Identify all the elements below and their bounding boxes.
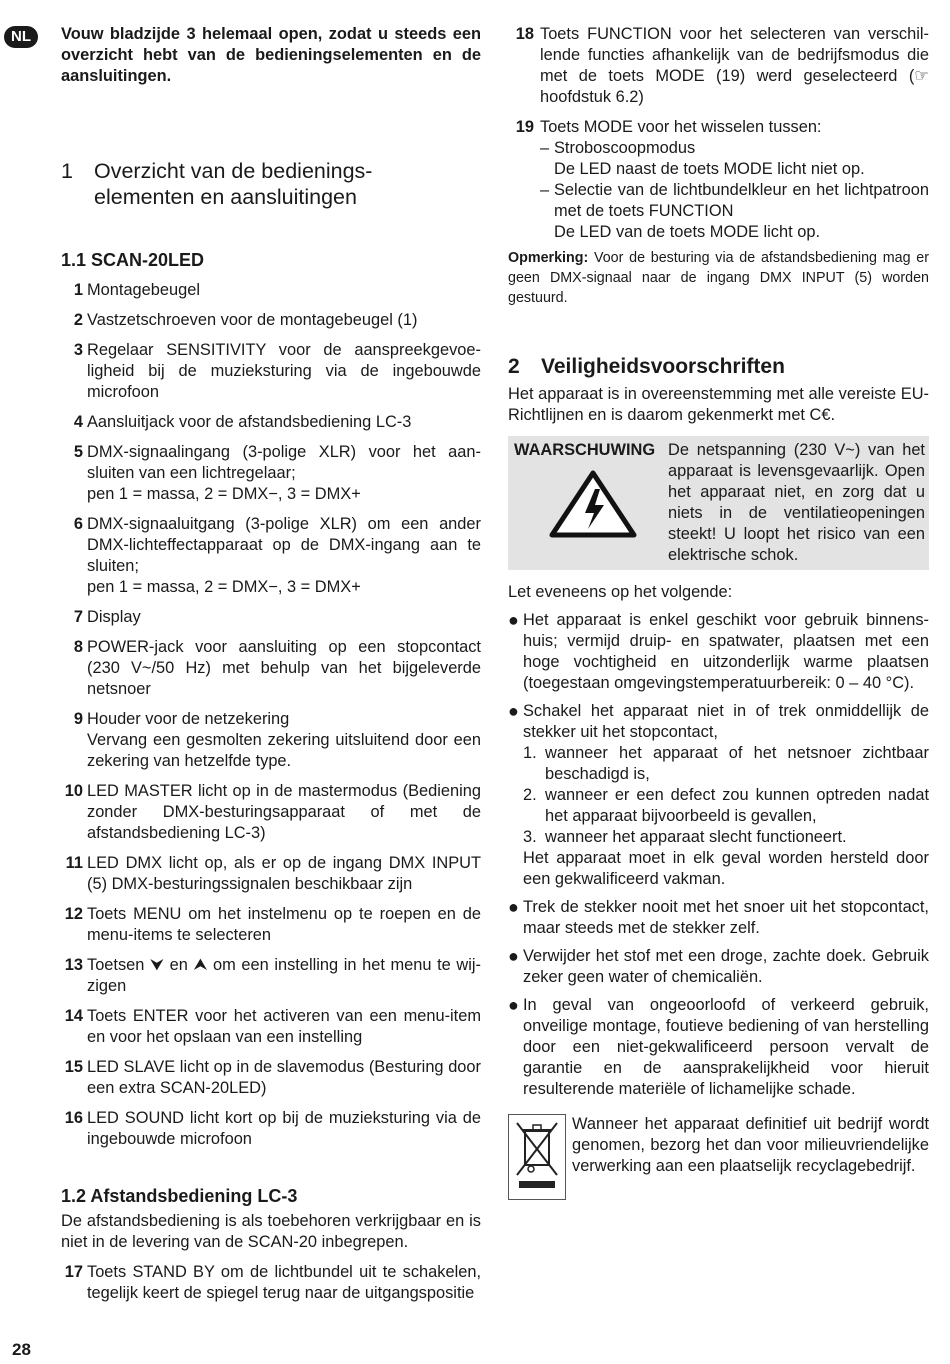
- warning-text: De netspanning (230 V~) van het apparaat is levensgevaarlijk. Open het apparaat niet, en zorg dat u niets in de ventilatieopeningen steekt! U loopt het risico van een elektrische schok.: [668, 441, 925, 564]
- intro-text: Vouw bladzijde 3 helemaal open, zodat u steeds een overzicht hebt van de bedieningselementen en de aansluitingen.: [61, 25, 481, 85]
- item-body: [83, 1057, 481, 1099]
- bullet-text: Schakel het apparaat niet in of trek onmiddellijk de stekker uit het stopcontact,: [523, 702, 929, 741]
- item-number: 1: [73, 281, 83, 299]
- sub-number: 1.: [523, 744, 537, 762]
- item-number: 19: [515, 118, 534, 136]
- item-number: 18: [515, 25, 534, 43]
- sub-text: wanneer het apparaat of het netsnoer zichtbaar beschadigd is,: [545, 744, 929, 783]
- item-body: [83, 442, 481, 505]
- list-item: [57, 607, 481, 628]
- item-text: Vastzetschroeven voor de montagebeugel (1): [87, 311, 418, 329]
- item-text: DMX-signaalingang (3-polige XLR) voor het aansluiten van een lichtregelaar;: [87, 443, 481, 482]
- list-item: [57, 781, 481, 844]
- dash: –: [540, 181, 550, 199]
- right-column: [508, 24, 929, 1200]
- item-text: LED MASTER licht op in de mastermodus (Bediening zonder DMX-besturingsapparaat of met de afstandsbediening LC-3): [87, 782, 481, 842]
- item-text: Toets MODE voor het wisselen tussen:: [540, 118, 822, 136]
- item-body: [83, 340, 481, 403]
- item-text: Aansluitjack voor de afstandsbediening LC-3: [87, 413, 412, 431]
- item-body: [83, 607, 481, 628]
- item-number: 4: [73, 413, 83, 431]
- bullet-text: In geval van ongeoorloofd of verkeerd gebruik, onveilige montage, foutieve bediening of van herstelling door een niet-gekwalificeerd persoon vervalt de garantie en de aansprakelijkheid voor hieruit resulterende materiële of lichamelijke schade.: [523, 996, 929, 1098]
- list-item: [57, 1006, 481, 1048]
- item-number: 16: [64, 1109, 83, 1127]
- bullet-text-end: Het apparaat moet in elk geval worden hersteld door een gekwalificeerd vakman.: [523, 849, 929, 888]
- subsection-1-2-heading: 1.2 Afstandsbediening LC-3: [61, 1186, 298, 1206]
- item-body: [83, 412, 481, 433]
- item-number: 3: [73, 341, 83, 359]
- dash-text: [554, 180, 929, 243]
- item-text: Display: [87, 608, 141, 626]
- sub-number: 3.: [523, 828, 537, 846]
- list-item: [57, 904, 481, 946]
- item-body: [83, 709, 481, 772]
- item-text: Montagebeugel: [87, 281, 201, 299]
- warning-box: [508, 436, 929, 570]
- list-item: [57, 280, 481, 301]
- warning-left: [514, 440, 668, 566]
- crossed-bin-graphic: [509, 1115, 565, 1199]
- section-1-heading: [61, 158, 481, 210]
- item-text: Houder voor de netzekering: [87, 710, 290, 728]
- item-text: Toetsen ⮟ en ⮝ om een instelling in het menu te wijzigen: [87, 956, 481, 995]
- item-number: 15: [64, 1058, 83, 1076]
- list-item: [508, 897, 929, 939]
- list-item: [57, 310, 481, 331]
- left-column: [61, 24, 481, 1304]
- item-text: LED DMX licht op, als er op de ingang DMX INPUT (5) DMX-besturingssignalen beschikbaar zijn: [87, 854, 481, 893]
- conformity-text: Het apparaat is in overeenstemming met alle vereiste EU-Richtlijnen en is daarom gekenmerkt met C€.: [508, 385, 929, 424]
- item-text: Toets FUNCTION voor het selecteren van verschillende functies afhankelijk van de bedrijfsmodus die met de toets MODE (19) werd geselecteerd (☞ hoofdstuk 6.2): [540, 25, 929, 106]
- subsection-1-2-text: De afstandsbediening is als toebehoren verkrijgbaar en is niet in de levering van de SCAN-20 inbegrepen.: [61, 1212, 481, 1251]
- item-body: [83, 1108, 481, 1150]
- item-number: 17: [64, 1263, 83, 1281]
- item-number: 8: [73, 638, 83, 656]
- sub-number: 2.: [523, 786, 537, 804]
- item-number: 9: [73, 710, 83, 728]
- item-body: [83, 781, 481, 844]
- item-number: 10: [64, 782, 83, 800]
- list-item: [508, 995, 929, 1100]
- item-body: [83, 955, 481, 997]
- bullet: ●: [508, 701, 519, 721]
- note: [508, 248, 929, 308]
- section-number: 1: [61, 159, 73, 183]
- note-label: Opmerking:: [508, 250, 589, 266]
- list-item: [57, 1108, 481, 1150]
- section-title: Overzicht van de bedienings- elementen en aansluitingen: [94, 159, 373, 209]
- sub-text: wanneer er een defect zou kunnen optreden nadat het apparaat bijvoorbeeld is gevallen,: [545, 786, 929, 825]
- item-body: [83, 853, 481, 895]
- list-item: [57, 1057, 481, 1099]
- item-body: [83, 904, 481, 946]
- bullet-text: Verwijder het stof met een droge, zachte doek. Gebruik zeker geen water of chemicaliën.: [523, 947, 929, 986]
- bullet-body: [523, 701, 929, 890]
- recycling-note: [508, 1114, 929, 1200]
- section-2-heading: [508, 354, 929, 380]
- lightning-warning-icon: [548, 469, 638, 539]
- sub-item: [523, 827, 929, 848]
- list-item: [57, 955, 481, 997]
- list-item: [57, 514, 481, 598]
- page-number: 28: [12, 1340, 31, 1359]
- subsection-1-1-heading: 1.1 SCAN-20LED: [61, 250, 205, 270]
- list-item: [57, 637, 481, 700]
- dash-text-a: Selectie van de lichtbundelkleur en het lichtpatroon met de toets FUNCTION: [554, 181, 929, 220]
- item-text-2: pen 1 = massa, 2 = DMX−, 3 = DMX+: [87, 485, 361, 503]
- list-item: [508, 117, 929, 243]
- list-item: [57, 442, 481, 505]
- sub-text: wanneer het apparaat slecht functioneert.: [545, 828, 847, 846]
- list-item: [508, 24, 929, 108]
- item-text: LED SOUND licht kort op bij de muzieksturing via de ingebouwde microfoon: [87, 1109, 481, 1148]
- bullet: ●: [508, 995, 519, 1015]
- dash-text-a: Stroboscoopmodus: [554, 139, 696, 157]
- list-item: [57, 709, 481, 772]
- dash: –: [540, 139, 550, 157]
- dash-text-b: De LED van de toets MODE licht op.: [554, 223, 821, 241]
- sub-item: [523, 743, 929, 785]
- item-number: 7: [73, 608, 83, 626]
- item-number: 2: [73, 311, 83, 329]
- section-title: Veiligheidsvoorschriften: [541, 355, 785, 378]
- bullet: ●: [508, 610, 519, 630]
- list-item: [57, 1262, 481, 1304]
- bullet: ●: [508, 897, 519, 917]
- item-text: Toets STAND BY om de lichtbundel uit te schakelen, tegelijk keert de spiegel terug naar de uitgangspositie: [87, 1263, 481, 1302]
- dash-text: [554, 138, 929, 180]
- item-list: [57, 280, 481, 1150]
- list-item: [508, 946, 929, 988]
- item-text: DMX-signaaluitgang (3-polige XLR) om een ander DMX-lichteffectapparaat op de DMX-ingang aan te sluiten;: [87, 515, 481, 575]
- item-text: Toets ENTER voor het activeren van een menu-item en voor het opslaan van een instelling: [87, 1007, 481, 1046]
- list-item: [57, 412, 481, 433]
- item-number: 13: [64, 956, 83, 974]
- item-number: 6: [73, 515, 83, 533]
- item-text: Regelaar SENSITIVITY voor de aanspreekgevoeligheid bij de muzieksturing via de ingebouwde microfoon: [87, 341, 481, 401]
- item-body: [83, 1006, 481, 1048]
- item-number: 5: [73, 443, 83, 461]
- item-body: [83, 637, 481, 700]
- bullet: ●: [508, 946, 519, 966]
- item-text-2: Vervang een gesmolten zekering uitsluitend door een zekering van hetzelfde type.: [87, 731, 481, 770]
- item-text-2: pen 1 = massa, 2 = DMX−, 3 = DMX+: [87, 578, 361, 596]
- section-number: 2: [508, 355, 520, 378]
- warning-title: WAARSCHUWING: [514, 441, 656, 459]
- item-body: [83, 280, 481, 301]
- sub-item: [523, 785, 929, 827]
- bullet-text: Trek de stekker nooit met het snoer uit het stopcontact, maar steeds met de stekker zelf.: [523, 898, 929, 937]
- list-item: [508, 701, 929, 890]
- crossed-bin-icon: [508, 1114, 566, 1200]
- dash-text-b: De LED naast de toets MODE licht niet op.: [554, 160, 865, 178]
- item-number: 14: [64, 1007, 83, 1025]
- language-badge: NL: [4, 26, 38, 48]
- item-body: [534, 117, 929, 243]
- list-item: [508, 610, 929, 694]
- dash-item: [540, 138, 929, 180]
- let-op-text: Let eveneens op het volgende:: [508, 583, 733, 601]
- bullet-text: Het apparaat is enkel geschikt voor gebruik binnenshuis; vermijd druip- en spatwater, plaatsen met een hoge vochtigheid en uitzonderlijk warme plaatsen (toegestaan omgevingstemperatuurbereik: 0 – 40 °C).: [523, 611, 929, 692]
- item-body: [83, 310, 481, 331]
- item-text: LED SLAVE licht op in de slavemodus (Besturing door een extra SCAN-20LED): [87, 1058, 481, 1097]
- dash-item: [540, 180, 929, 243]
- item-number: 12: [64, 905, 83, 923]
- list-item: [57, 340, 481, 403]
- list-item: [57, 853, 481, 895]
- note-text: Voor de besturing via de afstandsbediening mag er geen DMX-signaal naar de ingang DMX INPUT (5) worden gestuurd.: [508, 250, 929, 306]
- item-text: POWER-jack voor aansluiting op een stopcontact (230 V~/50 Hz) met behulp van het bijgeleverde netsnoer: [87, 638, 481, 698]
- item-body: [83, 514, 481, 598]
- item-number: 11: [65, 854, 83, 872]
- recycling-text: Wanneer het apparaat definitief uit bedrijf wordt genomen, bezorg het dan voor milieuvriendelijke verwerking aan een plaatselijk recyclagebedrijf.: [572, 1115, 929, 1175]
- item-text: Toets MENU om het instelmenu op te roepen en de menu-items te selecteren: [87, 905, 481, 944]
